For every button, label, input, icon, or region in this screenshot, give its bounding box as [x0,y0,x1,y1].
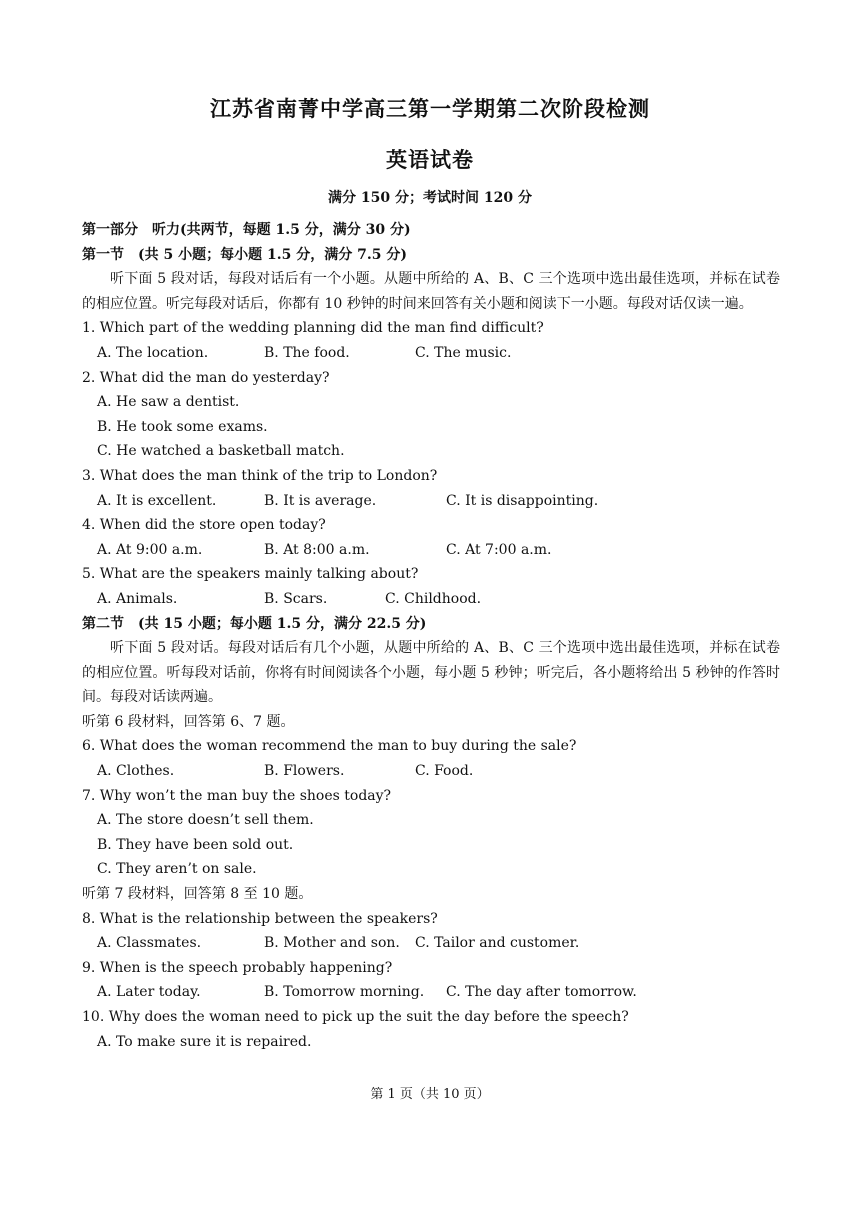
option-b: B. He took some exams. [97,418,268,435]
question-1-stem: 1. Which part of the wedding planning did the man find difficult? [82,320,544,337]
option-a: A. The location. [97,344,209,361]
option-c: C. Food. [415,763,474,780]
question-10-stem: 10. Why does the woman need to pick up the suit the day before the speech? [82,1009,629,1025]
option-b: B. It is average. [264,492,377,509]
option-a: A. It is excellent. [97,492,217,509]
option-c: C. The music. [415,344,512,361]
question-9-stem: 9. When is the speech probably happening? [82,959,393,976]
option-b: B. Mother and son. [264,935,400,952]
option-a: A. The store doesn’t sell them. [97,812,314,829]
question-4-options [82,538,780,563]
section1-heading: 第一节 (共 5 小题；每小题 1.5 分，满分 7.5 分) [82,246,407,263]
exam-info: 满分 150 分；考试时间 120 分 [328,190,532,206]
section2-instructions: 听下面 5 段对话。每段对话后有几个小题，从题中所给的 A、B、C 三个选项中选出最佳选项，并标在试卷的相应位置。听每段对话前，你将有时间阅读各个小题，每小题 5 秒钟；听完后，各小题将给出 5 秒钟的作答时间。每段对话读两遍。 [82,640,780,706]
option-b: B. Scars. [264,590,328,607]
material-7-note: 听第 7 段材料，回答第 8 至 10 题。 [82,886,313,903]
question-7-stem: 7. Why won’t the man buy the shoes today? [82,787,392,804]
question-8-options [82,931,780,956]
option-a: A. Clothes. [97,763,175,780]
option-c: C. He watched a basketball match. [97,443,345,460]
option-a: A. He saw a dentist. [97,394,240,411]
part1-heading: 第一部分 听力(共两节，每题 1.5 分，满分 30 分) [82,222,411,238]
option-b: B. At 8:00 a.m. [264,541,370,558]
option-b: B. They have been sold out. [97,836,294,853]
option-b: B. The food. [264,344,350,361]
page-footer: 第 1 页（共 10 页） [370,1087,490,1102]
option-a: A. Later today. [97,984,201,1001]
option-c: C. It is disappointing. [446,492,599,509]
question-6-options [82,759,780,784]
question-4-stem: 4. When did the store open today? [82,517,326,534]
option-c: C. Childhood. [385,590,482,607]
question-5-stem: 5. What are the speakers mainly talking about? [82,566,419,583]
exam-content [82,218,780,1054]
section2-heading: 第二节 (共 15 小题；每小题 1.5 分，满分 22.5 分) [82,615,427,632]
option-c: C. The day after tomorrow. [446,984,637,1001]
question-6-stem: 6. What does the woman recommend the man to buy during the sale? [82,738,577,755]
option-a: A. Animals. [97,590,178,607]
exam-subtitle: 英语试卷 [386,147,474,172]
exam-title: 江苏省南菁中学高三第一学期第二次阶段检测 [210,96,650,121]
material-6-note: 听第 6 段材料，回答第 6、7 题。 [82,713,295,730]
option-a: A. To make sure it is repaired. [97,1033,312,1050]
option-b: B. Flowers. [264,763,345,780]
question-3-options [82,489,780,514]
question-3-stem: 3. What does the man think of the trip to London? [82,467,438,484]
section1-instructions: 听下面 5 段对话，每段对话后有一个小题。从题中所给的 A、B、C 三个选项中选出最佳选项，并标在试卷的相应位置。听完每段对话后，你都有 10 秒钟的时间来回答有关小题和阅读下一小题。每段对话仅读一遍。 [82,271,780,312]
question-9-options [82,980,780,1005]
option-c: C. Tailor and customer. [415,935,580,952]
option-c: C. At 7:00 a.m. [446,541,552,558]
question-5-options [82,587,780,612]
option-a: A. Classmates. [97,935,202,952]
option-a: A. At 9:00 a.m. [97,541,203,558]
question-1-options [82,341,780,366]
question-2-stem: 2. What did the man do yesterday? [82,369,330,386]
question-8-stem: 8. What is the relationship between the speakers? [82,910,438,927]
option-c: C. They aren’t on sale. [97,861,257,878]
option-b: B. Tomorrow morning. [264,984,425,1001]
